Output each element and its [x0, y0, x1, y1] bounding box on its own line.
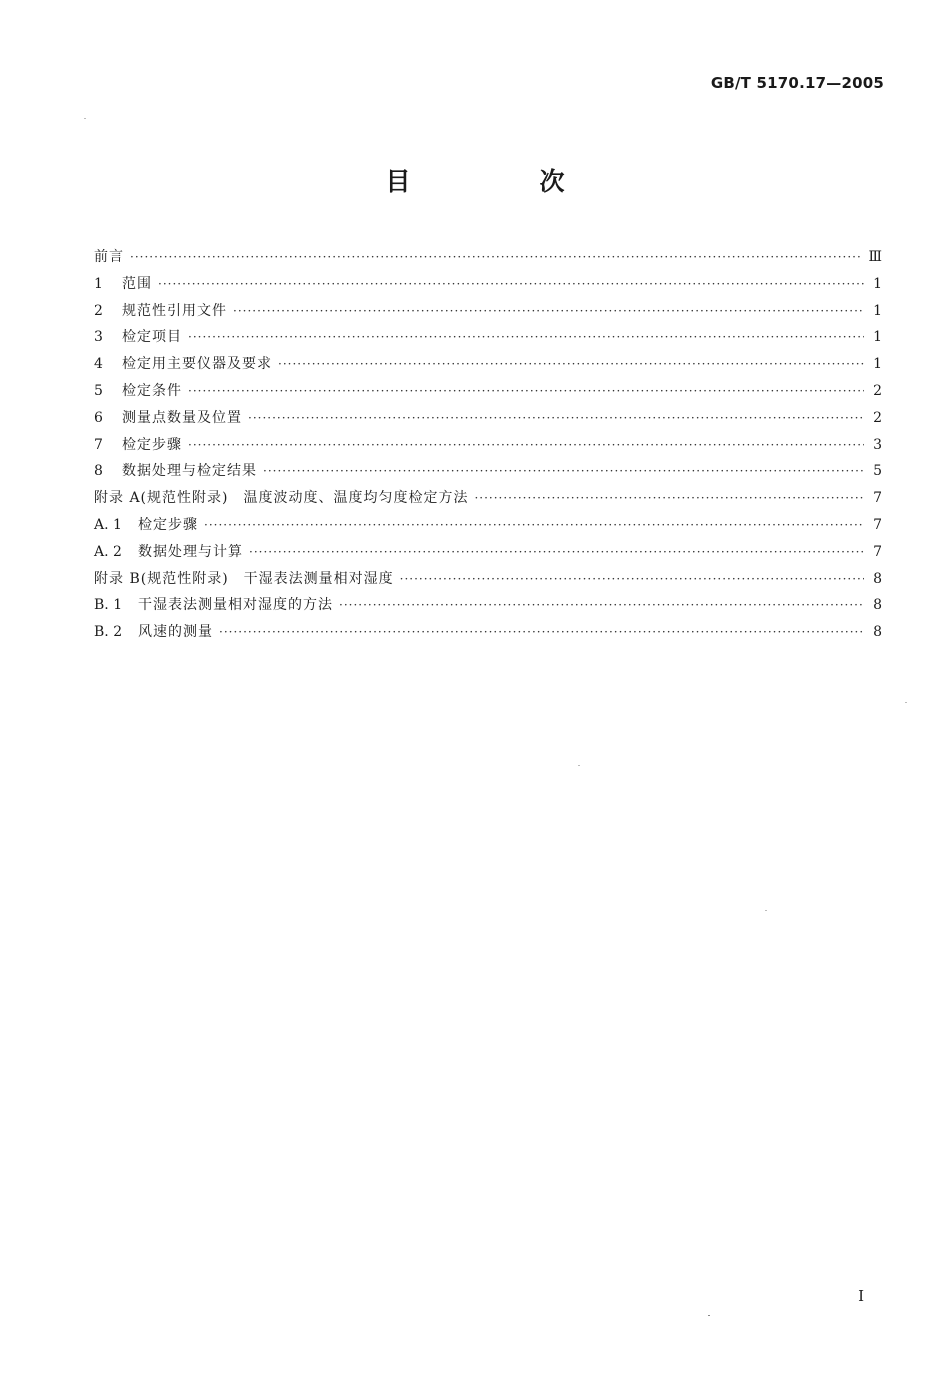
toc-entry[interactable] — [94, 326, 882, 353]
toc-entry-title: 检定条件 — [122, 382, 182, 399]
toc-entry[interactable] — [94, 246, 882, 273]
toc-entry-page: 5 — [873, 463, 882, 480]
scan-speck — [765, 910, 767, 911]
toc-entry-title: 干湿表法测量相对湿度的方法 — [138, 597, 333, 614]
toc-entry-title: 附录 A(规范性附录) 温度波动度、温度均匀度检定方法 — [94, 490, 469, 507]
toc-entry-page: 8 — [873, 570, 882, 587]
toc-leader-dots — [474, 491, 864, 505]
toc-entry-number: B. 2 — [94, 624, 123, 641]
toc-entry-title: 检定用主要仪器及要求 — [122, 356, 272, 373]
toc-entry-page: Ⅲ — [868, 249, 882, 265]
toc-entry-page: 1 — [873, 356, 882, 373]
toc-entry-title: 数据处理与计算 — [138, 543, 243, 560]
toc-leader-dots — [233, 304, 864, 318]
toc-entry-title: 附录 B(规范性附录) 干湿表法测量相对湿度 — [94, 570, 394, 587]
toc-leader-dots — [204, 518, 864, 532]
toc-entry[interactable] — [94, 300, 882, 327]
toc-entry-page: 3 — [873, 436, 882, 453]
toc-entry[interactable] — [94, 568, 882, 595]
toc-leader-dots — [158, 277, 864, 291]
toc-entry-title: 检定步骤 — [138, 516, 198, 533]
toc-entry-number: 5 — [94, 382, 103, 399]
toc-entry-title: 数据处理与检定结果 — [122, 463, 257, 480]
toc-entry-page: 2 — [873, 409, 882, 426]
toc-entry-page: 8 — [873, 597, 882, 614]
toc-leader-dots — [400, 572, 864, 586]
toc-leader-dots — [339, 598, 864, 612]
page-number: I — [858, 1287, 864, 1305]
toc-entry-title: 范围 — [122, 275, 152, 292]
toc-entry-page: 1 — [873, 329, 882, 346]
toc-heading: 目 次 — [385, 167, 617, 196]
toc-entry-number: B. 1 — [94, 597, 123, 614]
toc-leader-dots — [188, 384, 864, 398]
scan-speck — [84, 118, 86, 119]
toc-entry[interactable] — [94, 434, 882, 461]
toc-leader-dots — [219, 625, 864, 639]
toc-entry-page: 8 — [873, 624, 882, 641]
table-of-contents — [94, 246, 882, 648]
toc-entry-title: 检定步骤 — [122, 436, 182, 453]
toc-entry-page: 1 — [873, 275, 882, 292]
toc-entry-number: 4 — [94, 356, 103, 373]
toc-entry[interactable] — [94, 273, 882, 300]
toc-leader-dots — [278, 357, 864, 371]
toc-entry-page: 7 — [873, 543, 882, 560]
toc-entry-title: 检定项目 — [122, 329, 182, 346]
scan-speck — [708, 1315, 710, 1316]
toc-entry[interactable] — [94, 541, 882, 568]
scan-speck — [578, 765, 580, 766]
toc-leader-dots — [248, 411, 864, 425]
toc-entry-page: 7 — [873, 490, 882, 507]
toc-entry-title: 前言 — [94, 249, 124, 265]
toc-entry[interactable] — [94, 407, 882, 434]
toc-entry[interactable] — [94, 621, 882, 648]
toc-leader-dots — [263, 464, 864, 478]
toc-entry-page: 7 — [873, 516, 882, 533]
toc-entry-number: 1 — [94, 275, 103, 292]
toc-entry-number: 3 — [94, 329, 103, 346]
toc-entry[interactable] — [94, 353, 882, 380]
toc-leader-dots — [188, 438, 864, 452]
toc-entry-number: A. 1 — [94, 516, 122, 533]
toc-entry-page: 2 — [873, 382, 882, 399]
toc-entry-number: 8 — [94, 463, 103, 480]
toc-entry-title: 规范性引用文件 — [122, 302, 227, 319]
toc-leader-dots — [249, 545, 864, 559]
scan-speck — [905, 702, 907, 703]
standard-number: GB/T 5170.17—2005 — [710, 74, 884, 92]
toc-leader-dots — [188, 330, 864, 344]
toc-entry[interactable] — [94, 514, 882, 541]
toc-entry[interactable] — [94, 487, 882, 514]
toc-entry[interactable] — [94, 380, 882, 407]
toc-entry[interactable] — [94, 460, 882, 487]
toc-entry-page: 1 — [873, 302, 882, 319]
toc-entry-number: 2 — [94, 302, 103, 319]
toc-entry-number: 7 — [94, 436, 103, 453]
toc-entry-number: A. 2 — [94, 543, 122, 560]
toc-leader-dots — [130, 250, 862, 264]
toc-entry-title: 测量点数量及位置 — [122, 409, 242, 426]
toc-entry[interactable] — [94, 594, 882, 621]
toc-entry-number: 6 — [94, 409, 103, 426]
toc-entry-title: 风速的测量 — [138, 624, 213, 641]
